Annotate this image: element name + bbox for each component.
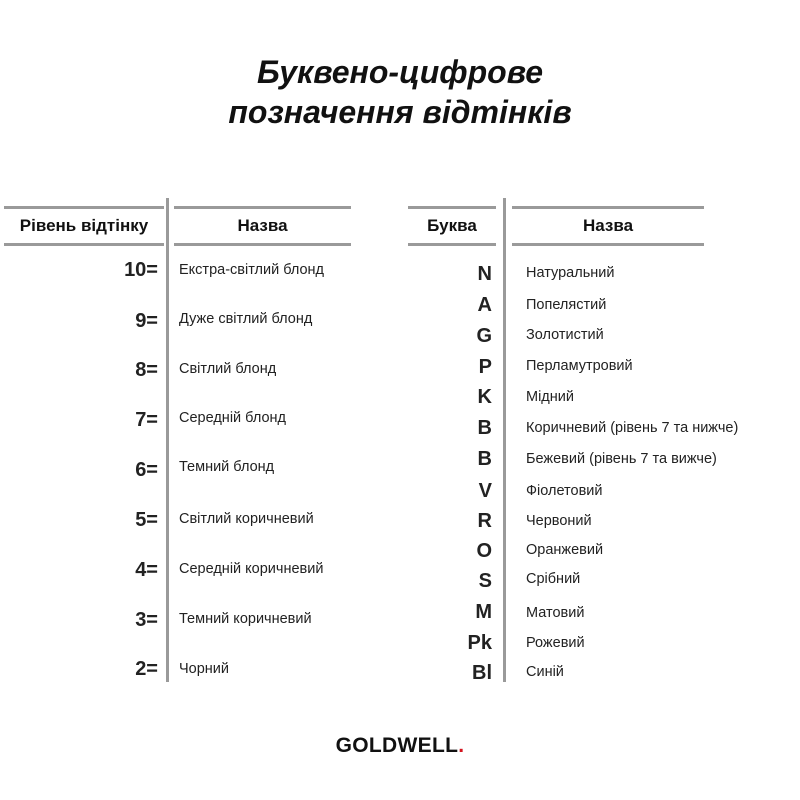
letter-name: Попелястий — [526, 297, 607, 313]
level-code: 7= — [135, 409, 158, 431]
letter-name: Мідний — [526, 389, 574, 405]
letter-code: A — [477, 294, 492, 316]
letter-name: Матовий — [526, 605, 585, 621]
letter-code: K — [477, 386, 492, 408]
brand-dot: . — [458, 734, 465, 757]
page-title — [0, 52, 800, 132]
letter-code: B — [477, 448, 492, 470]
letter-code: M — [475, 601, 492, 623]
letter-name: Бежевий (рівень 7 та вижче) — [526, 451, 717, 467]
letter-code: G — [476, 325, 492, 347]
letter-code: Bl — [472, 662, 492, 684]
level-name: Середній блонд — [179, 410, 286, 426]
level-code: 6= — [135, 459, 158, 481]
letter-name: Рожевий — [526, 635, 585, 651]
letter-name: Червоний — [526, 513, 592, 529]
title-line-2: позначення відтінків — [228, 94, 572, 130]
header-level-name: Назва — [174, 206, 351, 246]
letter-code: Pk — [467, 632, 492, 654]
letter-code: O — [476, 540, 492, 562]
letter-code: P — [478, 356, 492, 378]
letter-name: Фіолетовий — [526, 483, 603, 499]
level-name: Світлий коричневий — [179, 511, 314, 527]
letter-name: Оранжевий — [526, 542, 604, 558]
divider-left-table — [166, 198, 169, 682]
letter-code: V — [478, 480, 492, 502]
level-code: 10= — [124, 259, 158, 281]
level-name: Темний блонд — [179, 459, 275, 475]
letter-name: Натуральний — [526, 265, 615, 281]
header-level: Рівень відтінку — [4, 206, 164, 246]
level-code: 3= — [135, 609, 158, 631]
title-line-1: Буквено-цифрове — [256, 54, 544, 90]
level-name: Чорний — [179, 661, 229, 677]
level-code: 2= — [135, 658, 158, 680]
letter-name: Коричневий (рівень 7 та нижче) — [526, 420, 739, 436]
letter-code: B — [477, 417, 492, 439]
level-name: Світлий блонд — [179, 361, 277, 377]
letter-code: R — [477, 510, 492, 532]
brand-name: GOLDWELL — [335, 734, 459, 757]
letter-name: Золотистий — [526, 327, 604, 343]
level-code: 9= — [135, 310, 158, 332]
divider-right-table — [503, 198, 506, 682]
header-letter-name: Назва — [512, 206, 704, 246]
letter-code: S — [478, 570, 492, 592]
goldwell-logo — [0, 734, 800, 758]
letter-code: N — [477, 263, 492, 285]
level-name: Темний коричневий — [179, 611, 312, 627]
letter-name: Синій — [526, 664, 564, 680]
level-code: 8= — [135, 359, 158, 381]
letter-name: Срібний — [526, 571, 581, 587]
header-letter: Буква — [408, 206, 496, 246]
level-name: Дуже світлий блонд — [179, 311, 313, 327]
letter-name: Перламутровий — [526, 358, 633, 374]
level-name: Екстра-світлий блонд — [179, 262, 325, 278]
level-name: Середній коричневий — [179, 561, 324, 577]
level-code: 5= — [135, 509, 158, 531]
level-code: 4= — [135, 559, 158, 581]
